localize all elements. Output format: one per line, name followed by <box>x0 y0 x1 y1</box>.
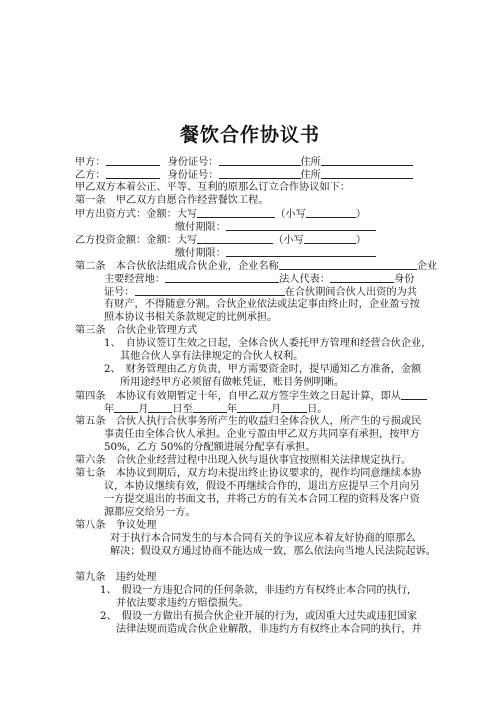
paren-close: ） <box>355 209 366 220</box>
article-8-line-2: 解决；假设双方通过协商不能达成一致，那么依法向当地人民法院起诉。 <box>110 546 436 557</box>
article-2-line-5: 照本协议书相关条款规定的比例承担。 <box>104 312 278 323</box>
article-3-item-1-line-1: 1、 自协议签订生效之日起，全体合伙人委托甲方管理和经营合伙企业， <box>104 338 432 349</box>
article-7-line-2: 议，本协议继续有效，假设不再继续合作的，退出方应提早三个月向另 <box>104 481 420 492</box>
legal-rep-label: 法人代表： <box>279 274 331 285</box>
article-2-line-4: 有财产，不得随意分割。合伙企业依法或法定事由终止时，企业盈亏按 <box>104 299 420 310</box>
article-9-item-2-line-1: 2、 假设一方做出有损合伙企业开展的行为，或因重大过失或违犯国家 <box>100 611 418 622</box>
article-7-line-4: 源都应交给另一方。 <box>104 507 196 518</box>
article-4-line-2 <box>104 402 328 416</box>
year-label: 年 <box>226 404 237 415</box>
article-5-line-2: 事责任由全体合伙人承担。企业亏盈由甲乙双方共同享有承担，按甲方 <box>104 429 420 440</box>
party-b-deadline-line <box>175 246 376 260</box>
year-label: 年 <box>104 404 115 415</box>
article-3-heading: 第三条 合伙企业管理方式 <box>75 325 198 336</box>
party-a-investment-label: 甲方出资方式：金额：大写 <box>75 209 198 220</box>
party-b-investment-label: 乙方投资金额：金额：大写 <box>75 235 198 246</box>
article-1-heading: 第一条 甲乙双方自愿合作经营餐饮工程。 <box>75 195 269 206</box>
start-year-blank[interactable] <box>401 389 427 400</box>
day-end-label: 日。 <box>307 404 328 415</box>
paren-close: ） <box>355 235 366 246</box>
party-b-deadline-blank[interactable] <box>226 246 376 257</box>
party-a-deadline-blank[interactable] <box>226 220 376 231</box>
day-to-label: 日至 <box>172 404 193 415</box>
enterprise-name-blank[interactable] <box>279 259 417 270</box>
party-b-amount-words-blank[interactable] <box>197 233 273 244</box>
legal-rep-id-blank[interactable] <box>135 285 285 296</box>
party-b-address-label: 住所 <box>300 170 321 181</box>
article-2-line-2 <box>104 272 414 286</box>
end-month-blank[interactable] <box>237 402 271 413</box>
article-7-line-1: 第七条 本协议到期后，双方均未提出终止协议要求的，视作均同意继续本协 <box>75 468 422 479</box>
party-b-label: 乙方： <box>75 170 106 181</box>
party-a-address-label: 住所 <box>300 157 321 168</box>
article-2-line-3 <box>104 285 417 299</box>
business-location-label: 主要经营地： <box>104 274 166 285</box>
article-5-line-1: 第五条 合伙人执行合伙事务所产生的收益归全体合伙人，所产生的亏损或民 <box>75 416 422 427</box>
party-b-name-blank[interactable] <box>106 168 160 179</box>
article-3-item-1-line-2: 其他合伙人享有法律规定的合伙人权利。 <box>120 351 304 362</box>
document-title: 餐饮合作协议书 <box>179 124 320 146</box>
article-8-heading: 第八条 争议处理 <box>75 520 157 531</box>
article-8-line-1: 对于执行本合同发生的与本合同有关的争议应本着友好协商的原那么 <box>110 533 416 544</box>
legal-rep-blank[interactable] <box>330 272 394 283</box>
amount-figures-label: （小写 <box>273 235 304 246</box>
article-6-line-1: 第六条 合伙企业经营过程中出现入伙与退伙事宜按照相关法律规定执行。 <box>75 455 412 466</box>
article-3-item-2-line-1: 2、 财务管理由乙方负责，甲方需要资金时，提早通知乙方准备，金额 <box>104 364 422 375</box>
article-2-text: 企业 <box>416 261 438 272</box>
month-label: 月 <box>138 404 149 415</box>
article-9-item-2-line-2: 法律法规而造成合伙企业解散，非违约方有权终止本合同的执行，并 <box>116 624 422 635</box>
article-4-line-1 <box>75 389 427 403</box>
deadline-label: 缴付期限： <box>175 248 226 259</box>
party-a-address-blank[interactable] <box>321 155 413 166</box>
month-label: 月 <box>270 404 282 415</box>
party-a-label: 甲方： <box>75 157 106 168</box>
party-b-address-blank[interactable] <box>321 168 413 179</box>
article-4-text: 第四条 本协议有效期暂定十年，自甲乙双方签字生效之日起计算，即从 <box>75 391 401 402</box>
amount-figures-label: （小写 <box>275 209 306 220</box>
article-9-heading: 第九条 违约处理 <box>75 572 157 583</box>
party-b-amount-figures-blank[interactable] <box>304 233 356 244</box>
party-b-investment-line <box>75 233 366 247</box>
end-day-blank[interactable] <box>281 402 307 413</box>
party-b-line <box>75 168 413 182</box>
party-a-amount-figures-blank[interactable] <box>306 207 356 218</box>
article-9-item-1-line-2: 并依法要求违约方赔偿损失。 <box>116 598 249 609</box>
end-year-blank[interactable] <box>193 402 227 413</box>
party-a-line <box>75 155 413 169</box>
party-b-id-label: 身份证号： <box>167 170 219 181</box>
party-b-id-blank[interactable] <box>219 168 301 179</box>
article-2-text: 在合伙期间合伙人出资的为共 <box>284 287 417 298</box>
party-a-id-label: 身份证号： <box>167 157 219 168</box>
start-day-blank[interactable] <box>148 402 172 413</box>
article-2-text: 身份 <box>394 274 415 285</box>
legal-rep-id-label: 证号： <box>104 287 135 298</box>
article-2-text: 第二条 本合伙依法组成合伙企业，企业名称 <box>75 261 279 272</box>
party-a-investment-line <box>75 207 366 221</box>
article-3-item-2-line-2: 所用途经甲方必须留有做帐凭证，账目务例明晰。 <box>120 377 345 388</box>
party-a-deadline-line <box>175 220 376 234</box>
article-9-item-1-line-1: 1、 假设一方违犯合同的任何条款，非违约方有权终止本合同的执行， <box>100 585 418 596</box>
party-a-id-blank[interactable] <box>219 155 301 166</box>
preamble: 甲乙双方本着公正、平等、互利的原那么订立合作协议如下： <box>75 182 351 193</box>
article-2-line-1 <box>75 259 437 273</box>
party-a-amount-words-blank[interactable] <box>197 207 275 218</box>
deadline-label: 缴付期限： <box>175 222 226 233</box>
start-month-blank[interactable] <box>114 402 138 413</box>
party-a-name-blank[interactable] <box>106 155 160 166</box>
article-5-line-3: 50%，乙方 50%的分配额进展分配享有承担。 <box>104 442 316 453</box>
article-7-line-3: 一方提交退出的书面文书，并将己方的有关本合同工程的资料及客户资 <box>104 494 420 505</box>
business-location-blank[interactable] <box>165 272 279 283</box>
